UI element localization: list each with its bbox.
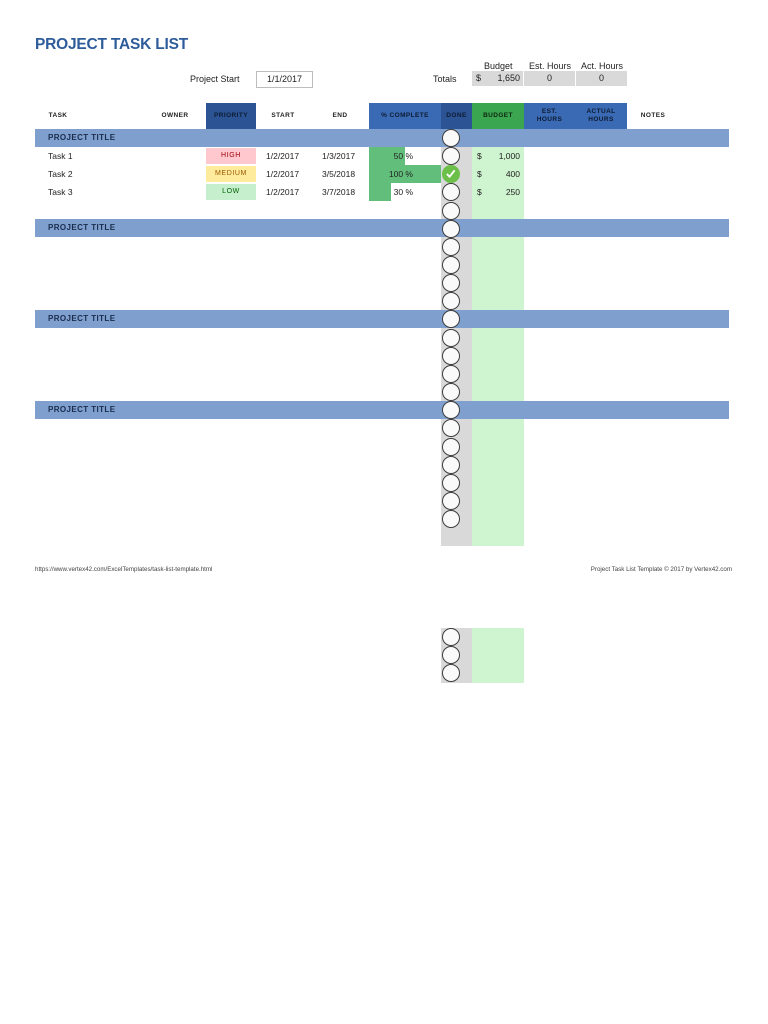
complete-percent[interactable]: 100 % bbox=[388, 169, 413, 179]
done-checkbox[interactable] bbox=[442, 292, 460, 310]
checkmark-icon bbox=[445, 168, 456, 179]
task-name[interactable]: Task 2 bbox=[48, 169, 73, 179]
budget-currency: $ bbox=[477, 187, 482, 197]
section-title-bar bbox=[35, 401, 729, 419]
done-checkbox[interactable] bbox=[442, 628, 460, 646]
header-notes: NOTES bbox=[640, 112, 666, 119]
project-start-label: Project Start bbox=[190, 74, 240, 84]
page-title: PROJECT TASK LIST bbox=[35, 36, 189, 53]
est-hours-total-label: Est. Hours bbox=[529, 61, 572, 71]
start-date[interactable]: 1/2/2017 bbox=[266, 187, 300, 197]
complete-percent[interactable]: 30 % bbox=[393, 187, 413, 197]
header-start: START bbox=[271, 112, 295, 119]
done-checkbox[interactable] bbox=[442, 202, 460, 220]
done-checkbox[interactable] bbox=[442, 664, 460, 682]
budget-total-cell bbox=[472, 71, 523, 86]
budget-column-bg-overflow bbox=[472, 628, 524, 683]
done-checkbox[interactable] bbox=[442, 347, 460, 365]
task-name[interactable]: Task 1 bbox=[48, 151, 73, 161]
budget-total-value: 1,650 bbox=[497, 73, 520, 83]
totals-label: Totals bbox=[433, 74, 457, 84]
priority-badge[interactable]: LOW bbox=[206, 184, 256, 200]
header-owner: OWNER bbox=[161, 112, 189, 119]
header-est-hours: EST. HOURS bbox=[524, 103, 575, 129]
done-checkbox[interactable] bbox=[442, 274, 460, 292]
done-checkbox[interactable] bbox=[442, 256, 460, 274]
done-checkbox[interactable] bbox=[442, 183, 460, 201]
done-checkbox[interactable] bbox=[442, 456, 460, 474]
done-checkbox[interactable] bbox=[442, 492, 460, 510]
done-checkbox[interactable] bbox=[442, 238, 460, 256]
header-actual-hours: ACTUAL HOURS bbox=[575, 103, 627, 129]
section-title-bar bbox=[35, 310, 729, 328]
budget-currency: $ bbox=[477, 169, 482, 179]
complete-percent[interactable]: 50 % bbox=[393, 151, 413, 161]
end-date[interactable]: 3/5/2018 bbox=[322, 169, 356, 179]
header-complete: % COMPLETE bbox=[369, 103, 441, 129]
budget-currency: $ bbox=[477, 151, 482, 161]
header-priority: PRIORITY bbox=[206, 103, 256, 129]
done-checkbox[interactable] bbox=[442, 365, 460, 383]
done-checkbox[interactable] bbox=[442, 646, 460, 664]
header-budget: BUDGET bbox=[472, 103, 524, 129]
priority-badge[interactable]: HIGH bbox=[206, 148, 256, 164]
currency-symbol: $ bbox=[476, 73, 482, 83]
done-checkbox[interactable] bbox=[442, 510, 460, 528]
act-hours-total-label: Act. Hours bbox=[581, 61, 624, 71]
budget-value[interactable]: 250 bbox=[505, 187, 520, 197]
done-checkbox[interactable] bbox=[442, 419, 460, 437]
done-checkbox[interactable] bbox=[442, 474, 460, 492]
done-checkbox[interactable] bbox=[442, 438, 460, 456]
done-checkbox-checked[interactable] bbox=[442, 165, 460, 183]
budget-value[interactable]: 400 bbox=[505, 169, 520, 179]
project-start-input[interactable]: 1/1/2017 bbox=[256, 71, 313, 88]
footer-copyright: Project Task List Template © 2017 by Vertex42.com bbox=[590, 566, 732, 573]
start-date[interactable]: 1/2/2017 bbox=[266, 169, 300, 179]
task-name[interactable]: Task 3 bbox=[48, 187, 73, 197]
done-checkbox[interactable] bbox=[442, 310, 460, 328]
est-hours-total-value: 0 bbox=[524, 71, 575, 86]
end-date[interactable]: 3/7/2018 bbox=[322, 187, 356, 197]
section-title: PROJECT TITLE bbox=[48, 314, 116, 323]
header-task: TASK bbox=[48, 112, 68, 119]
priority-badge[interactable]: MEDIUM bbox=[206, 166, 256, 182]
header-done: DONE bbox=[441, 103, 472, 129]
section-title-bar bbox=[35, 219, 729, 237]
section-title: PROJECT TITLE bbox=[48, 133, 116, 142]
section-title-bar bbox=[35, 129, 729, 147]
done-checkbox[interactable] bbox=[442, 129, 460, 147]
done-checkbox[interactable] bbox=[442, 220, 460, 238]
start-date[interactable]: 1/2/2017 bbox=[266, 151, 300, 161]
end-date[interactable]: 1/3/2017 bbox=[322, 151, 356, 161]
done-checkbox[interactable] bbox=[442, 329, 460, 347]
budget-total-label: Budget bbox=[484, 61, 513, 71]
budget-value[interactable]: 1,000 bbox=[498, 151, 520, 161]
act-hours-total-value: 0 bbox=[576, 71, 627, 86]
done-checkbox[interactable] bbox=[442, 383, 460, 401]
done-checkbox[interactable] bbox=[442, 401, 460, 419]
section-title: PROJECT TITLE bbox=[48, 223, 116, 232]
done-checkbox[interactable] bbox=[442, 147, 460, 165]
footer-url[interactable]: https://www.vertex42.com/ExcelTemplates/task-list-template.html bbox=[35, 566, 213, 573]
header-end: END bbox=[332, 112, 348, 119]
section-title: PROJECT TITLE bbox=[48, 405, 116, 414]
